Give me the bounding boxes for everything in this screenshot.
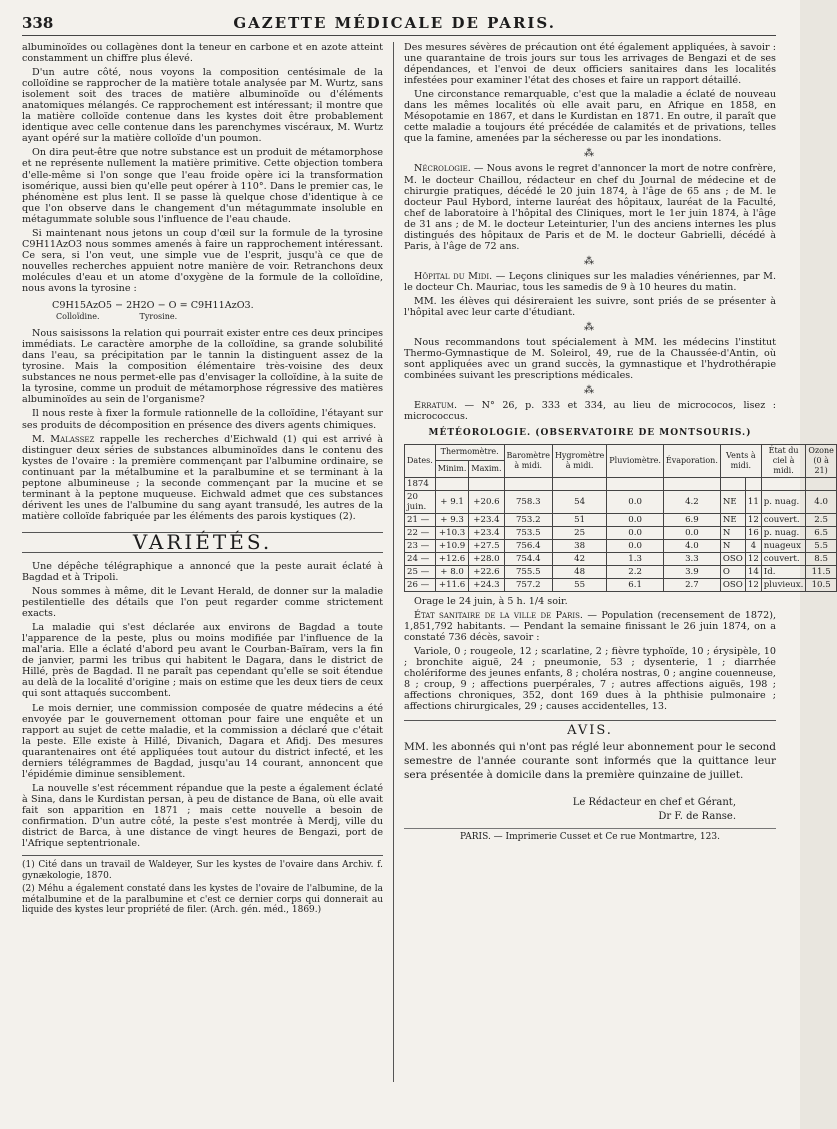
table-cell-force: 11 — [745, 490, 761, 513]
table-cell-pluvio: 1.3 — [607, 552, 664, 565]
section-label: Erratum. — [414, 400, 458, 412]
paragraph: Nous recommandons tout spécialement à MM. les médecins l'institut Thermo-Gymnastique de M. Soleirol, 49, rue de la Chaussée-d'Antin, où sont appliquées avec un grand succès, la gymnastique et l'hydrothérapie combinées suivant les prescriptions médicales. — [404, 337, 776, 382]
table-cell-ciel: nuageux — [761, 539, 806, 552]
table-cell-min: +10.9 — [435, 539, 469, 552]
paragraph: albuminoïdes ou collagènes dont la teneur en carbone et en azote atteint constamment un chiffre plus élevé. — [22, 42, 383, 65]
table-cell-vent: NE — [720, 513, 745, 526]
section-label: Nécrologie. — [414, 163, 471, 175]
speaker-name: M. Malassez — [32, 433, 95, 445]
paragraph-text: — Nous avons le regret d'annoncer la mort de notre confrère, M. le docteur Chaillou, rédacteur en chef du Journal de médecine et de chirurgie pratiques, décédé le 20 juin 1874, à l'âge de 65 ans ; de M. le docteur Paul Hybord, interne lauréat des hôpitaux, lauréat de la Faculté, chef de laboratoire à l'hôpital des Cliniques, mort le 1er juin 1874, à l'âge de 31 ans ; de M. le docteur Leteinturier, l'un des anciens internes les plus distingués des hôpitaux de Paris et de M. le docteur Gabrielli, décédé à Paris, à l'âge de 72 ans. — [404, 163, 776, 252]
table-cell-force: 12 — [745, 513, 761, 526]
paragraph: Si maintenant nous jetons un coup d'œil sur la formule de la tyrosine C9H11AzO3 nous sommes amenés à faire un rapprochement intéressant. Ce sera, si l'on veut, une simple vue de l'esprit, jusqu'à ce que de nouvelles recherches appuient notre manière de voir. Retranchons deux molécules d'eau et un atome d'oxygène de la formule de la colloïdine, nous avons la tyrosine : — [22, 227, 383, 294]
table-cell-ozone: 6.5 — [806, 526, 836, 539]
table-cell-min: +11.6 — [435, 578, 469, 591]
table-cell-ciel: pluvieux. — [761, 578, 806, 591]
paragraph: Il nous reste à fixer la formule rationnelle de la colloïdine, l'étayant sur ses produits de décomposition en présence des divers agents chimiques. — [22, 408, 383, 431]
table-cell-max: +23.4 — [469, 513, 504, 526]
col-header-dates: Dates. — [405, 444, 436, 477]
table-cell-hygro: 42 — [552, 552, 606, 565]
page-number: 338 — [22, 14, 54, 32]
col-header-hygro: Hygromètre à midi. — [552, 444, 606, 477]
table-cell-force: 4 — [745, 539, 761, 552]
table-cell-max: +20.6 — [469, 490, 504, 513]
separator-stars: ⁂ — [584, 148, 596, 160]
table-cell-max: +22.6 — [469, 565, 504, 578]
table-cell-pluvio: 6.1 — [607, 578, 664, 591]
table-cell-evapo: 4.0 — [663, 539, 720, 552]
paragraph-text: — N° 26, p. 333 et 334, au lieu de micrococos, lisez : micrococcus. — [404, 400, 776, 423]
table-cell-ozone: 8.5 — [806, 552, 836, 565]
paragraph: Une circonstance remarquable, c'est que la maladie a éclaté de nouveau dans les mêmes localités où elle avait paru, en Afrique en 1858, en Mésopotamie en 1867, et dans le Kurdistan en 1871. En outre, il paraît que cette maladie a toujours été précédée de calamités et de privations, telles que la famine, amenées par la sécheresse ou par les inondations. — [404, 89, 776, 145]
paragraph — [404, 271, 776, 293]
table-cell-hygro: 48 — [552, 565, 606, 578]
footnotes — [22, 855, 383, 916]
table-cell-max: +27.5 — [469, 539, 504, 552]
table-cell-vent: OSO — [720, 578, 745, 591]
table-cell-ciel: Id. — [761, 565, 806, 578]
table-cell-pluvio: 0.0 — [607, 490, 664, 513]
avis-heading: AVIS. — [404, 720, 776, 736]
meteo-table-body — [405, 477, 837, 591]
table-cell-baro: 755.5 — [504, 565, 552, 578]
columns — [22, 42, 834, 1082]
table-cell-force: 16 — [745, 526, 761, 539]
table-cell-hygro: 38 — [552, 539, 606, 552]
paragraph: La maladie qui s'est déclarée aux environs de Bagdad a toute l'apparence de la peste, plus ou moins modifiée par l'influence de la mal'aria. Elle a éclaté d'abord peu avant le Courban-Baïram, vers la fin de janvier, parmi les tribus qui habitent le Dagara, dans le district de Hillé, près de Bagdad. Il ne paraît pas cependant qu'elle se soit étendue au delà de la localité d'origine ; mais on estime que les deux tiers de ceux qui sont attaqués succombent. — [22, 622, 383, 700]
table-cell-pluvio: 0.0 — [607, 539, 664, 552]
signature-block — [404, 796, 776, 824]
table-cell-ozone: 11.5 — [806, 565, 836, 578]
table-cell-min: + 9.1 — [435, 490, 469, 513]
table-cell-date: 20 juin. — [405, 490, 436, 513]
paragraph: On dira peut-être que notre substance est un produit de métamorphose et ne représente nullement la matière primitive. Cette objection tombera d'elle-même si l'on songe que l'eau froide opère ici la transformation isomérique, aussi bien qu'elle peut opérer à 110°. Dans le premier cas, le phénomène est plus lent. Il se passe là quelque chose d'identique à ce que l'on observe dans le changement d'un métagummate insoluble en métagummate soluble sous l'influence de l'eau chaude. — [22, 147, 383, 225]
table-cell-ozone: 5.5 — [806, 539, 836, 552]
table-cell-hygro: 55 — [552, 578, 606, 591]
paragraph-text: — Leçons cliniques sur les maladies vénériennes, par M. le docteur Ch. Mauriac, tous les samedis de 9 à 10 heures du matin. — [404, 270, 777, 293]
table-cell-force: 12 — [745, 578, 761, 591]
table-cell-baro: 757.2 — [504, 578, 552, 591]
paragraph-text: rappelle les recherches d'Eichwald (1) qui est arrivé à distinguer deux séries de substances albuminoïdes dans le contenu des kystes de l'ovaire : la première commençant par l'albumine ordinaire, se continuant par la métalbumine et la paralbumine et se terminant à la peptone albumineuse ; la seconde commençant par la mucine et se terminant à la peptone muqueuse. Eichwald admet que ces substances dérivent les unes de l'albumine du sang ayant transudé, les autres de la matière colloïde fabriquée par les éléments des parois kystiques (2). — [22, 433, 383, 522]
signature-title: Le Rédacteur en chef et Gérant, — [572, 797, 736, 809]
avis-text: MM. les abonnés qui n'ont pas réglé leur abonnement pour le second semestre de l'année courante sont informés que la quittance leur sera présentée à domicile dans la première quinzaine de juillet. — [404, 741, 776, 782]
table-cell-ciel: couvert. — [761, 552, 806, 565]
table-cell-vent: O — [720, 565, 745, 578]
table-cell-min: +10.3 — [435, 526, 469, 539]
table-row — [405, 552, 837, 565]
separator-stars: ⁂ — [584, 255, 596, 267]
paragraph: Nous saisissons la relation qui pourrait exister entre ces deux principes immédiats. Le caractère amorphe de la colloïdine, sa grande solubilité dans l'eau, sa précipitation par le tannin la distinguent assez de la tyrosine. Mais la composition élémentaire très-voisine des deux substances ne nous permet-elle pas d'envisager la colloïdine, à la suite de la tyrosine, comme un produit de métamorphose régressive des matières albuminoïdes au sein de l'organisme? — [22, 328, 383, 406]
table-cell-evapo: 6.9 — [663, 513, 720, 526]
population-text: — Population (recensement de 1872), 1,851,792 habitants. — [404, 609, 777, 632]
separator-stars: ⁂ — [584, 385, 596, 397]
table-cell-baro: 754.4 — [504, 552, 552, 565]
col-header-evapo: Évaporation. — [663, 444, 720, 477]
table-cell-vent: NE — [720, 490, 745, 513]
table-cell-max: +28.0 — [469, 552, 504, 565]
table-cell-hygro: 51 — [552, 513, 606, 526]
paragraph: Des mesures sévères de précaution ont été également appliquées, à savoir : une quarantaine de trois jours sur tous les arrivages de Bengazi et de ses dépendances, et l'envoi de deux officiers sanitaires dans les localités infestées pour examiner l'état des choses et faire un rapport détaillé. — [404, 42, 776, 87]
paragraph — [404, 163, 776, 251]
paragraph: Variole, 0 ; rougeole, 12 ; scarlatine, 2 ; fièvre typhoïde, 10 ; érysipèle, 10 ; bronchite aiguë, 24 ; pneumonie, 53 ; dysenterie, 1 ; diarrhée cholériforme des jeunes enfants, 8 ; choléra nostras, 0 ; angine couenneuse, 8 ; croup, 9 ; affections puerpérales, 7 ; autres affections aiguës, 198 ; affections chroniques, 352, dont 169 dues à la phthisie pulmonaire ; affections chirurgicales, 29 ; causes accidentelles, 13. — [404, 645, 776, 712]
table-cell-force: 12 — [745, 552, 761, 565]
section-label: Hôpital du Midi. — [414, 270, 493, 282]
col-header-baro: Baromètre à midi. — [504, 444, 552, 477]
table-cell-baro: 756.4 — [504, 539, 552, 552]
table-cell-date: 26 — — [405, 578, 436, 591]
separator-stars: ⁂ — [584, 322, 596, 334]
table-cell-max: +24.3 — [469, 578, 504, 591]
right-column — [394, 42, 834, 1082]
table-cell-vent: OSO — [720, 552, 745, 565]
paragraph — [404, 610, 776, 643]
table-cell-vent: N — [720, 526, 745, 539]
table-cell-date: 23 — — [405, 539, 436, 552]
table-cell-evapo: 3.9 — [663, 565, 720, 578]
table-cell-date: 25 — — [405, 565, 436, 578]
col-header-min: Minim. — [435, 461, 469, 478]
section-label: État sanitaire de la ville de Paris. — [414, 609, 583, 621]
table-cell-date: 21 — — [405, 513, 436, 526]
table-row — [405, 565, 837, 578]
col-header-max: Maxim. — [469, 461, 504, 478]
table-cell-evapo: 3.3 — [663, 552, 720, 565]
meteo-title: MÉTÉOROLOGIE. (OBSERVATOIRE DE MONTSOURIS.) — [428, 428, 752, 439]
table-cell-ciel: p. nuag. — [761, 490, 806, 513]
formula-equation: C9H15AzO5 − 2H2O − O = C9H11AzO3. — [52, 300, 254, 312]
table-cell-date: 22 — — [405, 526, 436, 539]
table-cell-pluvio: 0.0 — [607, 513, 664, 526]
table-cell-min: +12.6 — [435, 552, 469, 565]
table-cell-evapo: 4.2 — [663, 490, 720, 513]
paragraph-text: — Pendant la semaine finissant le 26 juin 1874, on a constaté 736 décès, savoir : — [404, 620, 776, 643]
left-column — [22, 42, 394, 1082]
signature-name: Dr F. de Ranse. — [658, 811, 736, 823]
meteo-table — [404, 444, 837, 592]
table-cell-force: 14 — [745, 565, 761, 578]
table-cell-ciel: p. nuag. — [761, 526, 806, 539]
paragraph: Le mois dernier, une commission composée de quatre médecins a été envoyée par le gouvernement ottoman pour faire une enquête et un rapport au sujet de cette maladie, et la commission a déclaré que c'était la peste. Elle existe à Hillé, Divanich, Dagara et Afidj. Des mesures quarantenaires ont été appliquées tout autour du district infecté, et les derniers télégrammes de Bagdad, jusqu'au 14 courant, annoncent que l'épidémie diminue sensiblement. — [22, 702, 383, 780]
table-cell-evapo: 2.7 — [663, 578, 720, 591]
paragraph: La nouvelle s'est récemment répandue que la peste a également éclaté à Sina, dans le Kurdistan persan, à peu de distance de Bana, où elle avait fait son apparition en 1871 ; mais cette nouvelle a besoin de confirmation. D'un autre côté, la peste s'est montrée à Merdj, ville du district de Barca, à une distance de vingt heures de Bengazi, port de l'Afrique septentrionale. — [22, 782, 383, 850]
table-cell-min: + 8.0 — [435, 565, 469, 578]
table-cell-baro: 753.2 — [504, 513, 552, 526]
table-cell-max: +23.4 — [469, 526, 504, 539]
table-cell-ciel: couvert. — [761, 513, 806, 526]
table-row — [405, 526, 837, 539]
table-cell-date: 24 — — [405, 552, 436, 565]
col-header-thermo: Thermomètre. — [435, 444, 504, 461]
footnote-1: (1) Cité dans un travail de Waldeyer, Sur les kystes de l'ovaire dans Archiv. f. gynækologie, 1870. — [22, 860, 383, 881]
page-header — [22, 14, 776, 36]
table-cell-hygro: 54 — [552, 490, 606, 513]
running-title: GAZETTE MÉDICALE DE PARIS. — [233, 14, 556, 32]
col-header-vents: Vents à midi. — [720, 444, 761, 477]
footnote-2: (2) Méhu a également constaté dans les kystes de l'ovaire de l'albumine, de la métalbumine et de la paralbumine et c'est ce dernier corps qui donnerait au liquide des kystes leur propriété de filer. (Arch. gén. méd., 1869.) — [22, 884, 383, 916]
col-header-ciel: État du ciel à midi. — [761, 444, 806, 477]
section-heading-varietes: VARIÉTÉS. — [22, 532, 383, 553]
col-header-ozone: Ozone (0 à 21) — [806, 444, 836, 477]
table-cell-pluvio: 0.0 — [607, 526, 664, 539]
col-header-pluvio: Pluviomètre. — [607, 444, 664, 477]
table-cell-min: + 9.3 — [435, 513, 469, 526]
paragraph: Nous sommes à même, dit le Levant Herald, de donner sur la maladie pestilentielle des détails que l'on peut regarder comme strictement exacts. — [22, 586, 383, 620]
imprint: PARIS. — Imprimerie Cusset et Ce rue Montmartre, 123. — [404, 828, 776, 843]
paragraph: D'un autre côté, nous voyons la composition centésimale de la colloïdine se rapprocher de la matière totale analysée par M. Wurtz, sans isolement soit des traces de matière albuminoïde ou d'éléments anatomiques mélangés. Ce rapprochement est intéressant; il montre que la matière colloïde contenue dans les kystes doit être probablement identique avec celle contenue dans les parenchymes viscéraux, M. Wurtz ayant opéré sur la matière colloïde d'un poumon. — [22, 67, 383, 145]
table-row — [405, 578, 837, 591]
table-cell-pluvio: 2.2 — [607, 565, 664, 578]
table-row — [405, 490, 837, 513]
table-cell-vent: N — [720, 539, 745, 552]
table-cell-ozone: 2.5 — [806, 513, 836, 526]
paragraph — [22, 434, 383, 522]
paragraph — [404, 400, 776, 422]
table-cell-baro: 753.5 — [504, 526, 552, 539]
table-row — [405, 513, 837, 526]
chemical-formula — [52, 300, 383, 322]
formula-label-colloidine: Colloïdine. — [56, 312, 100, 322]
paragraph: Orage le 24 juin, à 5 h. 1/4 soir. — [414, 595, 568, 607]
table-row — [405, 539, 837, 552]
table-cell-baro: 758.3 — [504, 490, 552, 513]
paragraph: Une dépêche télégraphique a annoncé que la peste aurait éclaté à Bagdad et à Tripoli. — [22, 560, 383, 584]
paragraph: MM. les élèves qui désireraient les suivre, sont priés de se présenter à l'hôpital avec leur carte d'étudiant. — [404, 295, 776, 319]
formula-label-tyrosine: Tyrosine. — [139, 312, 178, 322]
table-cell-hygro: 25 — [552, 526, 606, 539]
table-cell-evapo: 0.0 — [663, 526, 720, 539]
table-cell-ozone: 10.5 — [806, 578, 836, 591]
table-year: 1874 — [405, 477, 436, 490]
table-cell-ozone: 4.0 — [806, 490, 836, 513]
